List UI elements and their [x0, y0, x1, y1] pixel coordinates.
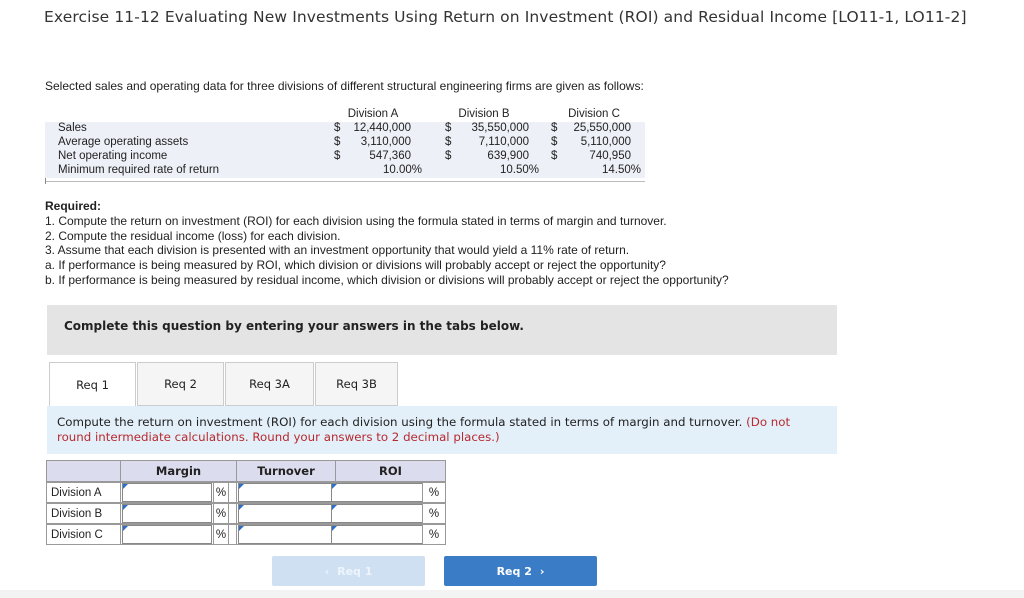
value-income-b: 639,900: [487, 150, 529, 162]
margin-input-division-a[interactable]: [122, 483, 212, 502]
question-instruction: [47, 406, 837, 454]
percent-unit: %: [213, 482, 229, 503]
margin-input-division-b[interactable]: [122, 504, 212, 523]
percent-unit: %: [213, 524, 229, 545]
value-rate-b: 10.50%: [499, 164, 539, 176]
instruction-text: Compute the return on investment (ROI) for each division using the formula stated in terms of margin and turnover.: [57, 415, 743, 429]
tab-req-3b[interactable]: Req 3B: [315, 362, 398, 406]
row-label-net-operating-income: Net operating income: [58, 150, 168, 162]
percent-unit: %: [213, 503, 229, 524]
turnover-input-division-b[interactable]: [238, 504, 332, 523]
tab-req-3a[interactable]: Req 3A: [225, 362, 314, 406]
page-title: Exercise 11-12 Evaluating New Investments Using Return on Investment (ROI) and Residual Income [LO11-1, LO11-2]: [44, 8, 967, 26]
required-item-3: 3. Assume that each division is presented with an investment opportunity that would yield a 11% rate of return.: [45, 243, 630, 258]
value-rate-a: 10.00%: [382, 164, 422, 176]
turnover-input-division-a[interactable]: [238, 483, 332, 502]
percent-unit: %: [422, 524, 446, 545]
value-assets-a: 3,110,000: [360, 136, 411, 148]
grid-header-margin: Margin: [120, 460, 237, 482]
dollar-sign: $: [445, 122, 452, 134]
tab-req-2[interactable]: Req 2: [137, 362, 224, 406]
row-label-sales: Sales: [58, 122, 87, 134]
required-heading: Required:: [45, 199, 102, 213]
grid-header-blank: [46, 460, 121, 482]
value-income-c: 740,950: [589, 150, 631, 162]
instructions-banner: [47, 305, 837, 355]
dollar-sign: $: [551, 136, 558, 148]
grid-row-label-division-b: Division B: [46, 503, 121, 524]
required-item-3b: b. If performance is being measured by residual income, which division or divisions will probably accept or reject the opportunity?: [45, 272, 729, 287]
dollar-sign: $: [551, 150, 558, 162]
grid-header-turnover: Turnover: [236, 460, 336, 482]
value-rate-c: 14.50%: [601, 164, 641, 176]
roi-input-division-a[interactable]: [331, 483, 423, 502]
roi-input-division-c[interactable]: [331, 525, 423, 544]
table-bottom-rule: [45, 181, 645, 182]
dollar-sign: $: [334, 150, 341, 162]
value-assets-b: 7,110,000: [478, 136, 529, 148]
next-button[interactable]: [444, 556, 597, 586]
intro-text: Selected sales and operating data for three divisions of different structural engineering firms are given as follows:: [45, 79, 644, 93]
column-header-division-a: Division A: [347, 108, 399, 120]
value-income-a: 547,360: [369, 150, 411, 162]
column-header-division-c: Division C: [568, 108, 620, 120]
margin-input-division-c[interactable]: [122, 525, 212, 544]
percent-unit: %: [422, 503, 446, 524]
percent-unit: %: [422, 482, 446, 503]
dollar-sign: $: [445, 136, 452, 148]
grid-header-roi: ROI: [335, 460, 446, 482]
value-sales-b: 35,550,000: [471, 122, 529, 134]
dollar-sign: $: [334, 136, 341, 148]
bottom-strip: [0, 590, 1024, 598]
grid-row-label-division-a: Division A: [46, 482, 121, 503]
chevron-right-icon: ›: [539, 564, 545, 578]
dollar-sign: $: [551, 122, 558, 134]
previous-button-label: Req 1: [337, 564, 373, 578]
table-left-tick: [45, 178, 46, 184]
required-item-1: 1. Compute the return on investment (ROI) for each division using the formula stated in terms of margin and turnover.: [45, 213, 667, 228]
chevron-left-icon: ‹: [324, 564, 330, 578]
value-sales-a: 12,440,000: [353, 122, 411, 134]
next-button-label: Req 2: [496, 564, 532, 578]
dollar-sign: $: [334, 122, 341, 134]
row-label-minimum-required-rate: Minimum required rate of return: [58, 164, 220, 176]
dollar-sign: $: [445, 150, 452, 162]
grid-row-label-division-c: Division C: [46, 524, 121, 545]
required-section: [45, 199, 729, 288]
column-header-division-b: Division B: [458, 108, 510, 120]
previous-button[interactable]: [272, 556, 425, 586]
tab-req-1[interactable]: Req 1: [49, 362, 136, 407]
roi-input-division-b[interactable]: [331, 504, 423, 523]
instructions-banner-text: Complete this question by entering your answers in the tabs below.: [64, 319, 524, 333]
value-sales-c: 25,550,000: [573, 122, 631, 134]
required-item-3a: a. If performance is being measured by ROI, which division or divisions will probably accept or reject the opportunity?: [45, 258, 666, 273]
value-assets-c: 5,110,000: [580, 136, 631, 148]
instruction-note: (Do not round intermediate calculations. Round your answers to 2 decimal places.): [57, 415, 791, 444]
row-label-average-operating-assets: Average operating assets: [58, 136, 189, 148]
turnover-input-division-c[interactable]: [238, 525, 332, 544]
required-item-2: 2. Compute the residual income (loss) for each division.: [45, 228, 341, 243]
